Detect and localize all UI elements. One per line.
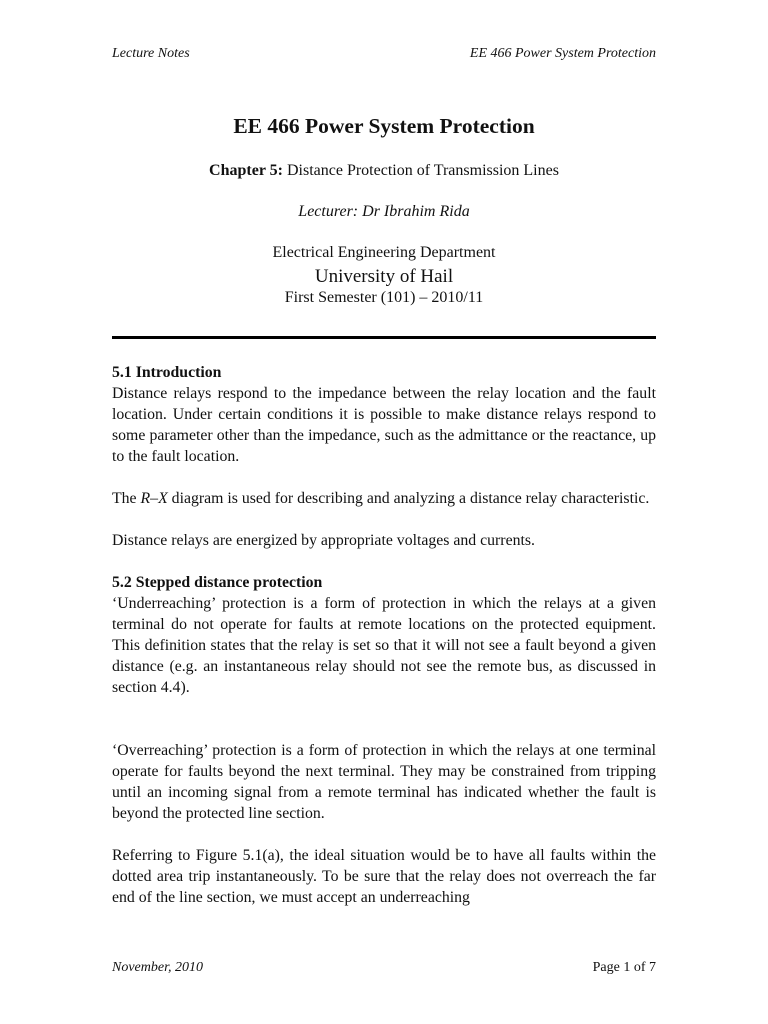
semester-line: First Semester (101) – 2010/11 xyxy=(284,289,484,306)
running-header xyxy=(112,46,656,64)
chapter-title: Distance Protection of Transmission Lines xyxy=(282,162,559,179)
page-number: Page 1 of 7 xyxy=(592,960,656,975)
chapter-label: Chapter 5: xyxy=(209,162,283,179)
header-left: Lecture Notes xyxy=(112,46,190,61)
running-footer xyxy=(112,960,656,978)
title-divider xyxy=(112,336,656,339)
rx-term: R–X xyxy=(140,490,168,507)
footer-date: November, 2010 xyxy=(112,960,203,975)
department-line: Electrical Engineering Department xyxy=(272,244,496,261)
chapter-line xyxy=(112,162,656,180)
text-run: diagram is used for describing and analyzing a distance relay characteristic. xyxy=(167,490,650,507)
paragraph: ‘Overreaching’ protection is a form of protection in which the relays at one terminal operate for faults beyond the next terminal. They may be constrained from tripping until an incoming signal from a remote terminal has indicated whether the fault is beyond the protected line section. xyxy=(112,742,656,822)
paragraph: Referring to Figure 5.1(a), the ideal situation would be to have all faults within the dotted area trip instantaneously. To be sure that the relay does not overreach the far end of the line section, we must accept an underreaching xyxy=(112,847,656,906)
section-heading-stepped: 5.2 Stepped distance protection xyxy=(112,574,323,591)
university-line: University of Hail xyxy=(314,266,454,287)
section-heading-introduction: 5.1 Introduction xyxy=(112,364,222,381)
lecturer-line: Lecturer: Dr Ibrahim Rida xyxy=(298,203,470,220)
document-title: EE 466 Power System Protection xyxy=(233,114,535,138)
paragraph: ‘Underreaching’ protection is a form of protection in which the relays at a given terminal do not operate for faults at remote locations on the protected equipment. This definition states that the relay is set so that it will not see a fault beyond a given distance (e.g. an instantaneous relay should not see the remote bus, as discussed in section 4.4). xyxy=(112,595,656,696)
paragraph: Distance relays are energized by appropriate voltages and currents. xyxy=(112,532,535,549)
document-page xyxy=(112,0,656,1024)
paragraph: Distance relays respond to the impedance between the relay location and the fault location. Under certain conditions it is possible to make distance relays respond to some parameter other than the impedance, such as the admittance or the reactance, up to the fault location. xyxy=(112,385,656,465)
paragraph xyxy=(112,488,656,509)
header-right: EE 466 Power System Protection xyxy=(469,46,656,61)
document-body xyxy=(112,362,656,908)
text-run: The xyxy=(112,490,141,507)
